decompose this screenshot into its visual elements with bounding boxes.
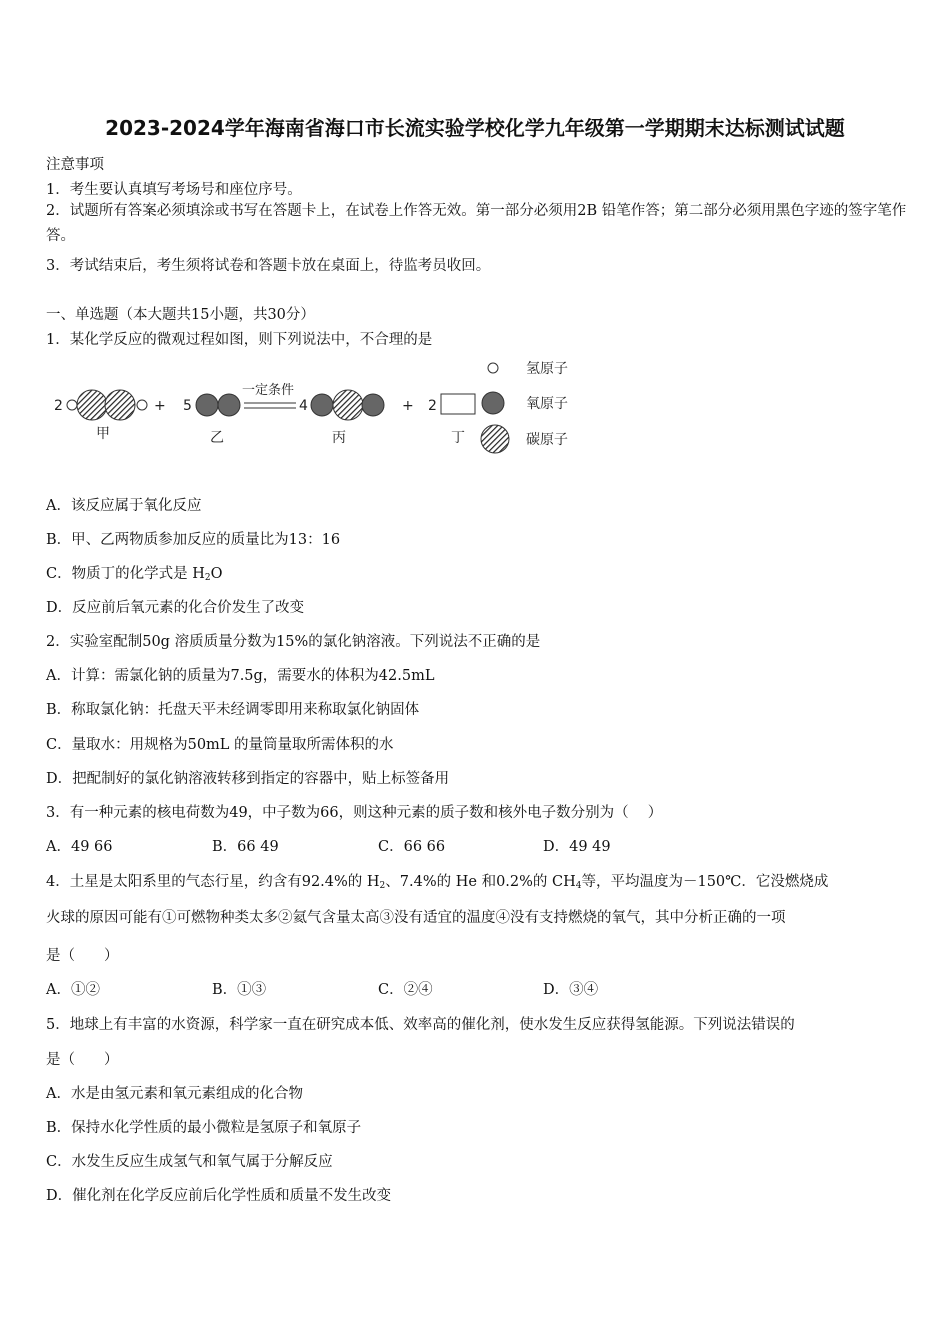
label-yi: 乙	[210, 430, 224, 446]
reaction-diagram	[46, 356, 606, 456]
q3-option-d: D．49 49	[543, 839, 611, 855]
legend-c: 碳原子	[526, 432, 568, 448]
plus-2: +	[402, 398, 414, 414]
notice-heading: 注意事项	[46, 157, 104, 173]
legend-o: 氧原子	[526, 396, 568, 412]
reaction-condition: 一定条件	[242, 383, 295, 398]
q2-option-d: D．把配制好的氯化钠溶液转移到指定的容器中，贴上标签备用	[46, 771, 450, 787]
label-bing: 丙	[332, 430, 346, 446]
o-atom-icon	[311, 394, 333, 416]
q4-stem-line3: 是（ ）	[46, 948, 119, 964]
q2-option-a: A．计算：需氯化钠的质量为7.5g，需要水的体积为42.5mL	[46, 668, 435, 684]
q5-stem-line2: 是（ ）	[46, 1052, 119, 1068]
q2-option-b: B．称取氯化钠：托盘天平未经调零即用来称取氯化钠固体	[46, 702, 420, 718]
exam-title: 2023-2024学年海南省海口市长流实验学校化学九年级第一学期期末达标测试试题	[105, 116, 845, 140]
q3-stem: 3．有一种元素的核电荷数为49，中子数为66，则这种元素的质子数和核外电子数分别为（ ）	[46, 805, 663, 821]
q5-option-a: A．水是由氢元素和氧元素组成的化合物	[46, 1086, 303, 1102]
q3-option-c: C．66 66	[378, 839, 446, 855]
label-ding: 丁	[451, 430, 465, 446]
c-atom-icon	[333, 390, 363, 420]
label-jia: 甲	[96, 426, 110, 442]
coef-jia: 2	[54, 398, 63, 414]
q3-option-b: B．66 49	[212, 839, 279, 855]
q2-option-c: C．量取水：用规格为50mL 的量筒量取所需体积的水	[46, 737, 394, 753]
h-atom-icon	[67, 400, 77, 410]
q5-stem-line1: 5．地球上有丰富的水资源，科学家一直在研究成本低、效率高的催化剂，使水发生反应获得氢能源。下列说法错误的	[46, 1017, 795, 1033]
legend-h-icon	[488, 363, 498, 373]
q1-option-b: B．甲、乙两物质参加反应的质量比为13：16	[46, 532, 341, 548]
section-heading: 一、单选题（本大题共15小题，共30分）	[46, 307, 315, 323]
q2-stem: 2．实验室配制50g 溶质质量分数为15%的氯化钠溶液。下列说法不正确的是	[46, 634, 541, 650]
q4-option-a: A．①②	[46, 982, 100, 998]
plus-1: +	[154, 398, 166, 414]
q3-option-a: A．49 66	[46, 839, 113, 855]
q4-option-c: C．②④	[378, 982, 433, 998]
c-atom-icon	[77, 390, 107, 420]
q5-option-b: B．保持水化学性质的最小微粒是氢原子和氧原子	[46, 1120, 362, 1136]
coef-bing: 4	[299, 398, 308, 414]
c-atom-icon	[105, 390, 135, 420]
legend-h: 氢原子	[526, 361, 568, 377]
q1-option-c: C．物质丁的化学式是 $H_2O$	[46, 566, 223, 583]
q5-option-d: D．催化剂在化学反应前后化学性质和质量不发生改变	[46, 1188, 392, 1204]
o-atom-icon	[196, 394, 218, 416]
unknown-molecule-box	[441, 394, 475, 414]
o-atom-icon	[362, 394, 384, 416]
h-atom-icon	[137, 400, 147, 410]
q5-option-c: C．水发生反应生成氢气和氧气属于分解反应	[46, 1154, 333, 1170]
q4-stem-line1: 4．土星是太阳系里的气态行星，约含有92.4%的 $H_2$、7.4%的 He 和0.2%的 $CH_4$等，平均温度为－150℃．它没燃烧成	[46, 874, 829, 891]
notice-item-2: 2．试题所有答案必须填涂或书写在答题卡上，在试卷上作答无效。第一部分必须用2B 铅笔作答；第二部分必须用黑色字迹的签字笔作答。	[46, 203, 907, 244]
q4-option-b: B．①③	[212, 982, 267, 998]
notice-item-3: 3．考试结束后，考生须将试卷和答题卡放在桌面上，待监考员收回。	[46, 258, 491, 274]
legend-c-icon	[481, 425, 509, 453]
q1-option-a: A．该反应属于氧化反应	[46, 498, 202, 514]
notice-item-1: 1．考生要认真填写考场号和座位序号。	[46, 182, 302, 198]
coef-ding: 2	[428, 398, 437, 414]
q1-stem: 1．某化学反应的微观过程如图，则下列说法中，不合理的是	[46, 332, 433, 348]
o-atom-icon	[218, 394, 240, 416]
q4-option-d: D．③④	[543, 982, 599, 998]
legend-o-icon	[482, 392, 504, 414]
q4-stem-line2: 火球的原因可能有①可燃物种类太多②氦气含量太高③没有适宜的温度④没有支持燃烧的氧气，其中分析正确的一项	[46, 910, 786, 926]
q1-option-d: D．反应前后氧元素的化合价发生了改变	[46, 600, 305, 616]
coef-yi: 5	[183, 398, 192, 414]
